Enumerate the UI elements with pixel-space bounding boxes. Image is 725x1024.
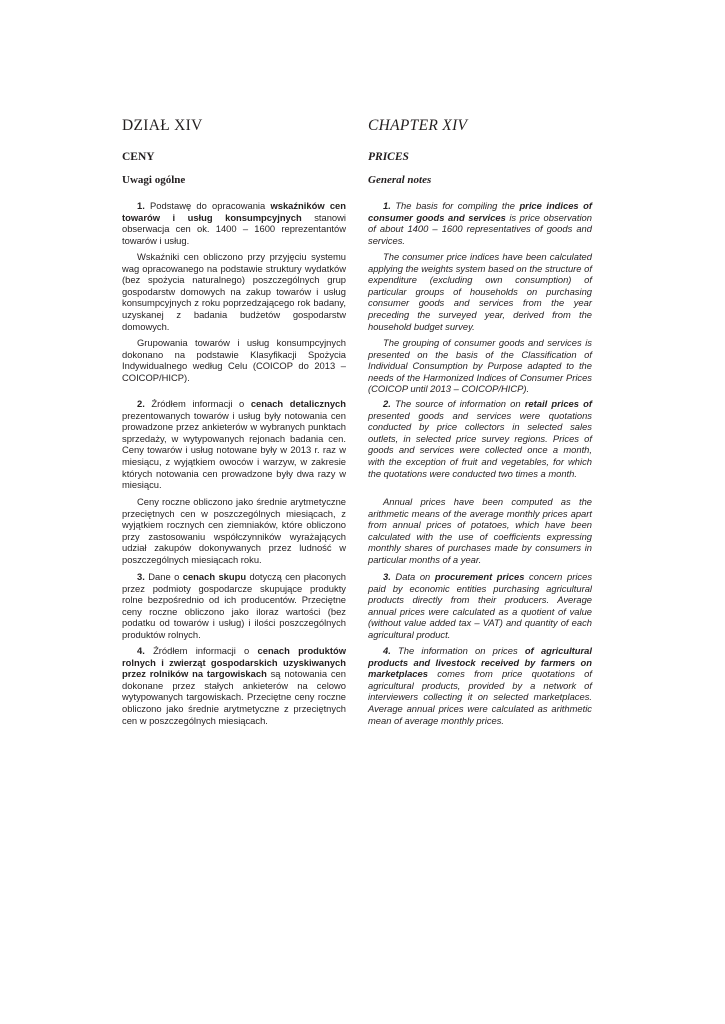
paragraph-pl-1: 1. Podstawę do opracowania wskaźników cen towarów i usług konsumpcyjnych stanowi obserwacja cen ok. 1400 – 1600 reprezentantów towarów i usług. bbox=[122, 200, 346, 246]
paragraph-en-2: The consumer price indices have been calculated applying the weights system based on the structure of expenditure (excluding own consumption) of particular groups of households on purchasing consumer goods and services from the year preceding the surveyed year, derived from the household budget survey. bbox=[368, 251, 592, 332]
paragraph-en-7: 4. The information on prices of agricultural products and livestock received by farmers on marketplaces comes from price quotations of agricultural products, provided by a network of interviewers collecting it on selected marketplaces. Average annual prices were calculated as arithmetic mean of average monthly prices. bbox=[368, 645, 592, 726]
paragraph-en-4: 2. The source of information on retail prices of presented goods and services were quotations conducted by price collectors in selected sales outlets, in selected price survey regions. Prices of goods and services were collected once a month, with the exception of fruit and vegetables, for which the quotations were conducted two times a month. bbox=[368, 398, 593, 479]
chapter-title-en: CHAPTER XIV bbox=[368, 117, 468, 134]
paragraph-pl-2: Wskaźniki cen obliczono przy przyjęciu systemu wag opracowanego na podstawie struktury wydatków (bez spożycia naturalnego) poszczególnych grup gospodarstw domowych na zakup towarów i usług konsumpcyjnych z roku poprzedzającego rok badany, uzyskanej z badania budżetów gospodarstw domowych. bbox=[122, 251, 346, 332]
paragraph-pl-3: Grupowania towarów i usług konsumpcyjnych dokonano na podstawie Klasyfikacji Spożycia Indywidualnego według Celu (COICOP do 2013 – COICOP/HICP). bbox=[122, 337, 346, 383]
paragraph-pl-5: Ceny roczne obliczono jako średnie arytmetyczne przeciętnych cen w poszczególnych miesiącach, z wyjątkiem rocznych cen ziemniaków, które obliczono przy zastosowaniu współczynników wyrażających udział zakupów dokonywanych przez ludność w poszczególnych miesiącach roku. bbox=[122, 496, 346, 565]
section-title-pl: CENY bbox=[122, 151, 155, 163]
subsection-title-en: General notes bbox=[368, 174, 432, 186]
paragraph-en-1: 1. The basis for compiling the price indices of consumer goods and services is price observation of about 1400 – 1600 representatives of goods and services. bbox=[368, 200, 592, 246]
chapter-title-pl: DZIAŁ XIV bbox=[122, 117, 203, 134]
paragraph-en-6: 3. Data on procurement prices concern prices paid by economic entities purchasing agricultural products directly from their producers. Average annual prices were calculated as a quotient of value (without value added tax – VAT) and quantity of each agricultural product. bbox=[368, 571, 593, 640]
paragraph-pl-6: 3. Dane o cenach skupu dotyczą cen płaconych przez podmioty gospodarcze skupujące produkty rolne bezpośrednio od ich producentów. Przeciętne ceny roczne obliczono jako iloraz wartości (bez podatku od towarów i usług) i ilości poszczególnych produktów rolnych. bbox=[122, 571, 346, 640]
paragraph-en-5: Annual prices have been computed as the arithmetic means of the average monthly prices apart from annual prices of potatoes, which have been calculated with the use of coefficients expressing monthly shares of purchases made by consumers in particular months of a year. bbox=[368, 496, 592, 565]
section-title-en: PRICES bbox=[368, 151, 409, 163]
subsection-title-pl: Uwagi ogólne bbox=[122, 174, 186, 186]
paragraph-pl-7: 4. Źródłem informacji o cenach produktów rolnych i zwierząt gospodarskich uzyskiwanych przez rolników na targowiskach są notowania cen dokonane przez stałych ankieterów na celowo wytypowanych targowiskach. Przeciętne ceny roczne obliczono jako średnie arytmetyczne z przeciętnych cen w poszczególnych miesiącach. bbox=[122, 645, 346, 726]
paragraph-en-3: The grouping of consumer goods and services is presented on the basis of the Classification of Individual Consumption by Purpose adapted to the needs of the Harmonized Indices of Consumer Prices (COICOP until 2013 – COICOP/HICP). bbox=[368, 337, 592, 395]
paragraph-pl-4: 2. Źródłem informacji o cenach detalicznych prezentowanych towarów i usług były notowania cen prowadzone przez ankieterów w wybranych punktach sprzedaży, w wytypowanych rejonach badania cen. Ceny towarów i usług notowane były w 2013 r. raz w miesiącu, z wyjątkiem owoców i warzyw, w zakresie których notowania cen prowadzone były dwa razy w miesiącu. bbox=[122, 398, 346, 491]
